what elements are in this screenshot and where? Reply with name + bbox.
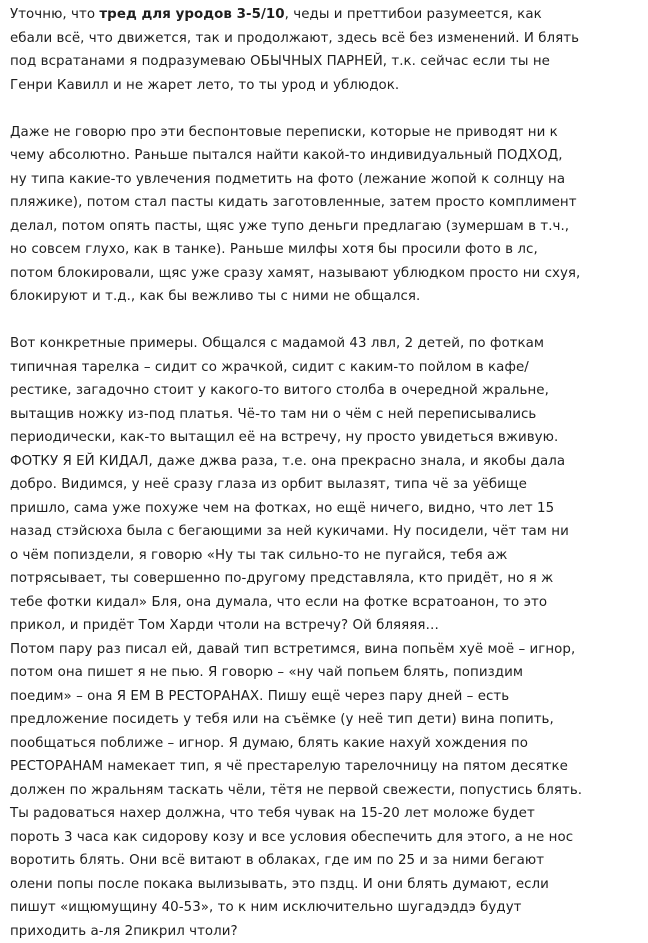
text-line: ФОТКУ Я ЕЙ КИДАЛ, даже джва раза, т.е. она прекрасно знала, и якобы дала (10, 450, 642, 474)
text-line: потом блокировали, щяс уже сразу хамят, называют ублюдком просто ни схуя, (10, 262, 642, 286)
paragraph-intro (10, 3, 642, 97)
text-line: РЕСТОРАНАМ намекает тип, я чё престарелую тарелочницу на пятом десятке (10, 755, 642, 779)
text-line: назад стэйсюха была с бегающими за ней кукичами. Ну посидели, чёт там ни (10, 520, 642, 544)
text-line: Генри Кавилл и не жарет лето, то ты урод и ублюдок. (10, 74, 642, 98)
paragraph-examples (10, 332, 642, 943)
text-line: добро. Видимся, у неё сразу глаза из орбит вылазят, типа чё за уёбище (10, 473, 642, 497)
text-line: типичная тарелка – сидит со жрачкой, сидит с каким-то пойлом в кафе/ (10, 356, 642, 380)
paragraph-gap (10, 97, 642, 121)
text-line: потом она пишет я не пью. Я говорю – «ну чай попьем блять, попиздим (10, 661, 642, 685)
text-line: делал, потом опять пасты, щяс уже тупо деньги предлагаю (зумершам в т.ч., (10, 215, 642, 239)
text-fragment: , чеды и преттибои разумеется, как (285, 7, 542, 22)
text-line: ебали всё, что движется, так и продолжают, здесь всё без изменений. И блять (10, 27, 642, 51)
text-line (10, 3, 642, 27)
paragraph-messages (10, 121, 642, 309)
text-line: прикол, и придёт Том Харди чтоли на встречу? Ой бляяяя… (10, 614, 642, 638)
text-line: тебе фотки кидал» Бля, она думала, что если на фотке всратоанон, то это (10, 591, 642, 615)
text-line: Потом пару раз писал ей, давай тип встретимся, вина попьём хуё моё – игнор, (10, 638, 642, 662)
bold-thread-name: тред для уродов 3-5/10 (99, 7, 284, 22)
text-line: ну типа какие-то увлечения подметить на фото (лежание жопой к солнцу на (10, 168, 642, 192)
paragraph-gap (10, 309, 642, 333)
text-line: пришло, сама уже похуже чем на фотках, но ещё ничего, видно, что лет 15 (10, 497, 642, 521)
text-line: блокируют и т.д., как бы вежливо ты с ними не общался. (10, 285, 642, 309)
post-body (10, 3, 642, 943)
text-line: олени попы после покака вылизывать, это пздц. И они блять думают, если (10, 873, 642, 897)
text-line: должен по жральням таскать чёли, тётя не первой свежести, попустись блять. (10, 779, 642, 803)
text-line: вытащив ножку из-под платья. Чё-то там ни о чём с ней переписывались (10, 403, 642, 427)
text-line: пишут «ищюмущину 40-53», то к ним исключительно шугадэддэ будут (10, 896, 642, 920)
text-line: о чём попиздели, я говорю «Ну ты так сильно-то не пугайся, тебя аж (10, 544, 642, 568)
text-line: пообщаться поближе – игнор. Я думаю, блять какие нахуй хождения по (10, 732, 642, 756)
text-line: но совсем глухо, как в танке). Раньше милфы хотя бы просили фото в лс, (10, 238, 642, 262)
text-line: приходить а-ля 2пикрил чтоли? (10, 920, 642, 943)
text-line: чему абсолютно. Раньше пытался найти какой-то индивидуальный ПОДХОД, (10, 144, 642, 168)
text-line: пляжике), потом стал пасты кидать заготовленные, затем просто комплимент (10, 191, 642, 215)
text-line: поедим» – она Я ЕМ В РЕСТОРАНАХ. Пишу ещё через пару дней – есть (10, 685, 642, 709)
text-line: воротить блять. Они всё витают в облаках, где им по 25 и за ними бегают (10, 849, 642, 873)
text-line: рестике, загадочно стоит у какого-то витого столба в очередной жральне, (10, 379, 642, 403)
text-line: предложение посидеть у тебя или на съёмке (у неё тип дети) вина попить, (10, 708, 642, 732)
text-line: Ты радоваться нахер должна, что тебя чувак на 15-20 лет моложе будет (10, 802, 642, 826)
text-line: под всратанами я подразумеваю ОБЫЧНЫХ ПАРНЕЙ, т.к. сейчас если ты не (10, 50, 642, 74)
text-line: потрясывает, ты совершенно по-другому представляла, кто придёт, но я ж (10, 567, 642, 591)
text-line: Вот конкретные примеры. Общался с мадамой 43 лвл, 2 детей, по фоткам (10, 332, 642, 356)
text-line: Даже не говорю про эти беспонтовые переписки, которые не приводят ни к (10, 121, 642, 145)
text-line: периодически, как-то вытащил её на встречу, ну просто увидеться вживую. (10, 426, 642, 450)
text-line: пороть 3 часа как сидорову козу и все условия обеспечить для этого, а не нос (10, 826, 642, 850)
text-fragment: Уточню, что (10, 7, 99, 22)
